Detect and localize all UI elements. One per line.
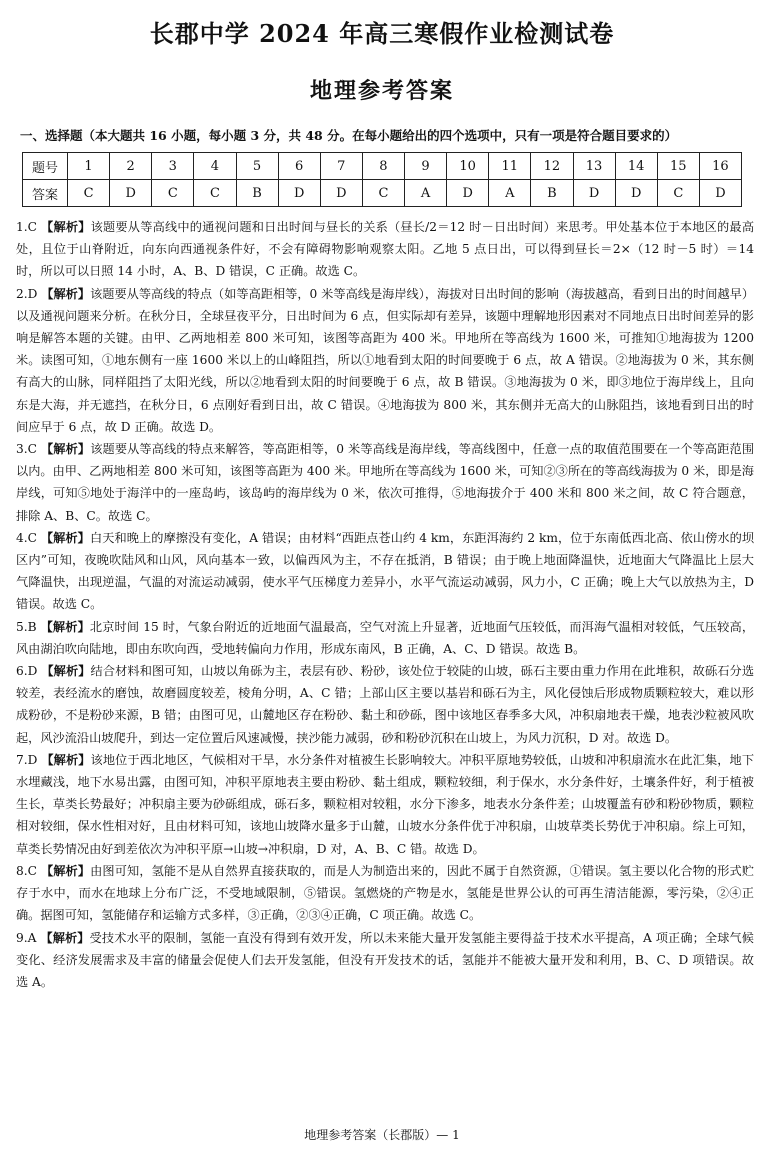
item-number: 6.D [16,664,38,679]
answer-cell: A [405,180,447,207]
item-number: 9.A [16,930,37,945]
question-number-cell: 14 [615,153,657,180]
section-heading: 一、选择题（本大题共 16 小题，每小题 3 分，共 48 分。在每小题给出的四个选项中，只有一项是符合题目要求的） [20,128,678,143]
answer-cell: D [573,180,615,207]
analysis-tag: 【解析】 [40,863,91,878]
row-label-answer: 答案 [23,180,68,207]
item-text: 该题要从等高线的特点（如等高距相等，0 米等高线是海岸线），海拔对日出时间的影响（海拔越高，看到日出的时间越早）以及通视问题来分析。在秋分日，全球昼夜平分，日出时间为 6 点，但实际却有差异，该题中理解地形因素对不同地点日出时间差异的影响是解答本题的关键。由甲、乙两地相差 800 米可知，该图等高距为 400 米。甲地所在等高线为 1600 米，可推知①地海拔为 1200 米。读图可知，①地东侧有一座 1600 米以上的山峰阻挡，所以①地看到太阳的时间要晚于 6 点，故 A 错误。②地海拔为 0 米，其东侧有高大的山脉，同样阻挡了太阳光线，所以②地看到太阳的时间要晚于 6 点，故 B 错误。③地海拔为 0 米，即③地位于海岸线上，且向东是大海，并无遮挡，在秋分日，6 点刚好看到日出，故 C 错误。④地海拔为 800 米，其东侧并无高大的山脉阻挡，该地看到日出的时间应早于 6 点，故 D 正确。故选 D。 [16,286,755,434]
question-number-cell: 6 [278,153,320,180]
item-text: 该题要从等高线中的通视问题和日出时间与昼长的关系（昼长/2＝12 时－日出时间）来思考。甲处基本位于本地区的最高处，且位于山脊附近，向东向西通视条件好，不会有障碍物影响观察太阳。乙地 5 点日出，可以得到昼长＝2×（12 时－5 时）＝14 时，所以可以日照 14 小时，A、B、D 错误，C 正确。故选 C。 [16,220,755,279]
question-number-cell: 11 [489,153,531,180]
item-text: 由图可知，氢能不是从自然界直接获取的，而是人为制造出来的，因此不属于自然资源，①错误。氢主要以化合物的形式贮存于水中，而水在地球上分布广泛，不受地域限制，⑤错误。氢燃烧的产物是水，氢能是世界公认的可再生清洁能源，零污染，②④正确。据图可知，氢能储存和运输方式多样，③正确，②③④正确，C 项正确。故选 C。 [16,863,755,923]
answer-cell: C [362,180,404,207]
school-title: 长郡中学 2024 年高三寒假作业检测试卷 [149,19,615,48]
question-number-cell: 10 [447,153,489,180]
item-text: 该地位于西北地区，气候相对干旱，水分条件对植被生长影响较大。冲积平原地势较低，山坡和冲积扇流水在此汇集，地下水埋藏浅，地下水易出露，由图可知，冲积平原地表主要由粉砂、黏土组成，颗粒较细，利于保水，水分条件好，土壤条件好，利于植被生长，草类长势最好；冲积扇主要为砂砾组成，砾石多，颗粒相对较粗，水分下渗多，地表水分条件差；山坡覆盖有砂和粉砂物质，颗粒相对较细，保水性相对好，且由材料可知，该地山坡降水量多于山麓，山坡水分条件优于冲积扇，山坡草类长势优于冲积扇。综上可知，草类长势情况由好到差依次为冲积平原→山坡→冲积扇，D 对，A、B、C 错。故选 D。 [16,752,755,856]
item-number: 2.D [16,286,38,301]
answer-cell: D [320,180,362,207]
answer-cell: C [68,180,110,207]
answer-table-answer-row [23,180,742,207]
explanation-item [16,860,754,927]
question-number-cell: 16 [699,153,741,180]
explanation-item [16,927,754,994]
page-footer: 地理参考答案（长郡版）— 1 [304,1128,460,1142]
explanation-item [16,438,754,527]
analysis-tag: 【解析】 [41,286,91,301]
answer-cell: D [615,180,657,207]
explanation-item [16,283,754,438]
question-number-cell: 5 [236,153,278,180]
answer-cell: A [489,180,531,207]
answer-cell: C [194,180,236,207]
analysis-tag: 【解析】 [41,752,91,767]
item-number: 7.D [16,752,38,767]
analysis-tag: 【解析】 [40,619,90,634]
question-number-cell: 2 [110,153,152,180]
question-number-cell: 3 [152,153,194,180]
item-text: 结合材料和图可知，山坡以角砾为主，表层有砂、粉砂，该处位于较陡的山坡，砾石主要由重力作用在此堆积，故砾石分选较差，表经流水的磨蚀，故磨圆度较差，棱角分明，A、C 错；上部山区主要以基岩和砾石为主，风化侵蚀后形成物质颗粒较大，难以形成粉砂，不是粉砂来源，B 错；由图可见，山麓地区存在粉砂、黏土和砂砾，图中该地区春季多大风，冲积扇地表干燥，地表沙粒被风吹起，风沙流沿山坡爬升，到达一定位置后风速减慢，挟沙能力减弱，砂和粉砂沉积在山坡上，为风力沉积，D 对。故选 D。 [16,664,755,745]
item-text: 白天和晚上的摩擦没有变化，A 错误；由材料“西距点苍山约 4 km，东距洱海约 2 km，位于东南低西北高、依山傍水的坝区内”可知，夜晚吹陆风和山风，风向基本一致，以偏西风为主，不存在抵消，B 错误；由于晚上地面降温快，近地面大气降温比上层大气降温快，出现逆温，气温的对流运动减弱，使水平气压梯度力差异小，水平气流运动减弱，风力小，C 正确；晚上大气以放热为主，D 错误。故选 C。 [16,530,755,612]
explanation-item [16,616,754,660]
item-text: 北京时间 15 时，气象台附近的近地面气温最高，空气对流上升显著，近地面气压较低，而洱海气温相对较低，气压较高，风由湖泊吹向陆地，即由东吹向西，受地转偏向力作用，形成东南风，B 正确，A、C、D 错误。故选 B。 [16,619,755,656]
answer-cell: C [152,180,194,207]
question-number-cell: 12 [531,153,573,180]
answer-cell: D [110,180,152,207]
analysis-tag: 【解析】 [41,220,91,234]
question-number-cell: 4 [194,153,236,180]
question-number-cell: 13 [573,153,615,180]
question-number-cell: 15 [657,153,699,180]
answer-cell: D [699,180,741,207]
question-number-cell: 8 [362,153,404,180]
document-title: 地理参考答案 [309,78,454,104]
question-number-cell: 7 [320,153,362,180]
question-number-cell: 9 [405,153,447,180]
item-text: 受技术水平的限制，氢能一直没有得到有效开发，所以未来能大量开发氢能主要得益于技术水平提高，A 项正确；全球气候变化、经济发展需求及丰富的储量会促使人们去开发氢能，但没有开发技术的话，氢能并不能被大量开发和利用，B、C、D 项错误。故选 A。 [16,930,754,989]
row-label-number: 题号 [23,153,68,180]
item-number: 5.B [16,619,37,634]
explanation-item [16,660,754,749]
answer-cell: B [531,180,573,207]
analysis-tag: 【解析】 [40,530,90,545]
item-number: 1.C [16,220,37,234]
question-number-cell: 1 [68,153,110,180]
explanation-item [16,216,754,283]
analysis-tag: 【解析】 [41,664,91,679]
explanation-list [16,216,754,993]
item-number: 4.C [16,530,37,545]
item-number: 8.C [16,863,37,878]
answer-cell: D [278,180,320,207]
analysis-tag: 【解析】 [40,442,91,457]
answer-cell: C [657,180,699,207]
answer-table [22,152,742,207]
item-text: 该题要从等高线的特点来解答，等高距相等，0 米等高线是海岸线，等高线图中，任意一点的取值范围要在一个等高距范围以内。由甲、乙两地相差 800 米可知，该图等高距为 400 米。甲地所在等高线为 1600 米，可知②③所在的等高线海拔为 0 米，即是海岸线，可知⑤地处于海洋中的一座岛屿，该岛屿的海岸线为 0 米，依次可推得，⑤地海拔介于 400 米和 800 米之间，故 C 符合题意，排除 A、B、C。故选 C。 [16,442,755,523]
explanation-item [16,527,754,616]
answer-cell: B [236,180,278,207]
analysis-tag: 【解析】 [40,930,90,945]
explanation-item [16,749,754,860]
item-number: 3.C [16,442,37,457]
answer-table-number-row [23,153,742,180]
answer-cell: D [447,180,489,207]
